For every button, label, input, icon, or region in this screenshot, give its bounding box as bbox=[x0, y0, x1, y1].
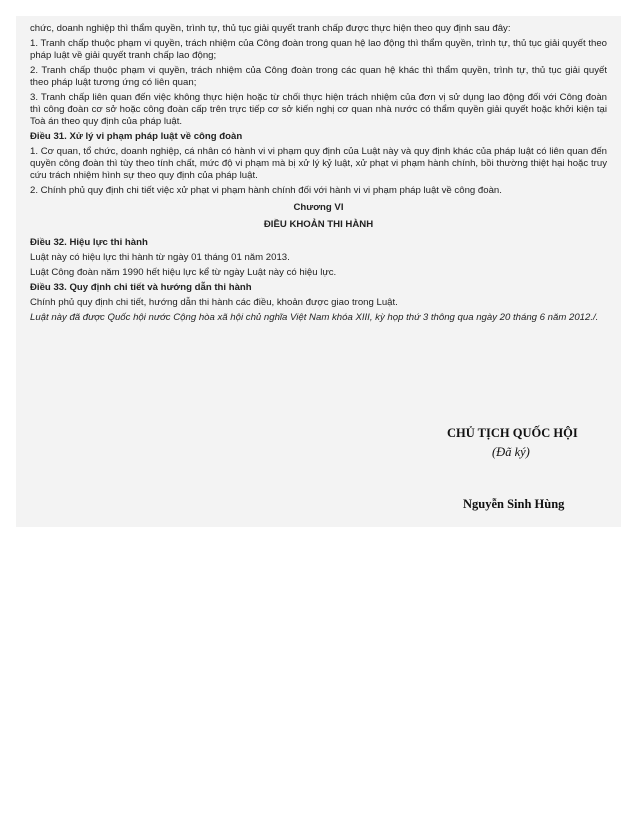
paragraph-item-1: 1. Tranh chấp thuộc phạm vi quyền, trách nhiệm của Công đoàn trong quan hệ lao động thì thẩm quyền, trình tự, thủ tục giải quyết theo pháp luật về giải quyết tranh chấp lao động; bbox=[30, 38, 607, 61]
article-32-heading: Điều 32. Hiệu lực thi hành bbox=[30, 237, 148, 248]
paragraph-item-3: 3. Tranh chấp liên quan đến việc không thực hiện hoặc từ chối thực hiện trách nhiệm của đơn vị sử dụng lao động đối với Công đoàn thì công đoàn cơ sở hoặc công đoàn cấp trên trực tiếp cơ sở kiến nghị cơ quan nhà nước có thẩm quyền giải quyết hoặc khởi kiện tại Toà án theo quy định của pháp luật. bbox=[30, 92, 607, 127]
closing-statement: Luật này đã được Quốc hội nước Cộng hòa xã hội chủ nghĩa Việt Nam khóa XIII, kỳ họp thứ 3 thông qua ngày 20 tháng 6 năm 2012./. bbox=[30, 312, 599, 323]
chapter-heading: Chương VI bbox=[293, 202, 344, 213]
article-32-paragraph-1: Luật này có hiệu lực thi hành từ ngày 01 tháng 01 năm 2013. bbox=[30, 252, 290, 263]
article-33-paragraph-1: Chính phủ quy định chi tiết, hướng dẫn thi hành các điều, khoản được giao trong Luật. bbox=[30, 297, 398, 308]
signature-block bbox=[16, 16, 621, 527]
article-31-paragraph-2: 2. Chính phủ quy định chi tiết việc xử phạt vi phạm hành chính đối với hành vi vi phạm pháp luật về công đoàn. bbox=[30, 185, 502, 196]
signature-name: Nguyễn Sinh Hùng bbox=[463, 497, 565, 511]
article-33-heading: Điều 33. Quy định chi tiết và hướng dẫn thi hành bbox=[30, 282, 252, 293]
article-31-paragraph-1: 1. Cơ quan, tổ chức, doanh nghiệp, cá nhân có hành vi vi phạm quy định của Luật này và quy định khác của pháp luật có liên quan đến quyền công đoàn thì tùy theo tính chất, mức độ vi phạm mà bị xử lý kỷ luật, xử phạt vi phạm hành chính, bồi thường thiệt hại hoặc truy cứu trách nhiệm hình sự theo quy định của pháp luật. bbox=[30, 146, 607, 181]
article-32-paragraph-2: Luật Công đoàn năm 1990 hết hiệu lực kể từ ngày Luật này có hiệu lực. bbox=[30, 267, 337, 278]
signature-signed-note: (Đã ký) bbox=[492, 445, 530, 459]
signature-title: CHỦ TỊCH QUỐC HỘI bbox=[447, 426, 578, 440]
paragraph-item-2: 2. Tranh chấp thuộc phạm vi quyền, trách nhiệm của Công đoàn trong các quan hệ khác thì thẩm quyền, trình tự, thủ tục giải quyết theo pháp luật tương ứng có liên quan; bbox=[30, 65, 607, 88]
paragraph-intro: chức, doanh nghiệp thì thẩm quyền, trình tự, thủ tục giải quyết tranh chấp được thực hiện theo quy định sau đây: bbox=[30, 23, 511, 34]
chapter-title: ĐIỀU KHOẢN THI HÀNH bbox=[263, 219, 374, 230]
article-31-heading: Điều 31. Xử lý vi phạm pháp luật về công đoàn bbox=[30, 131, 243, 142]
document-page bbox=[16, 16, 621, 527]
